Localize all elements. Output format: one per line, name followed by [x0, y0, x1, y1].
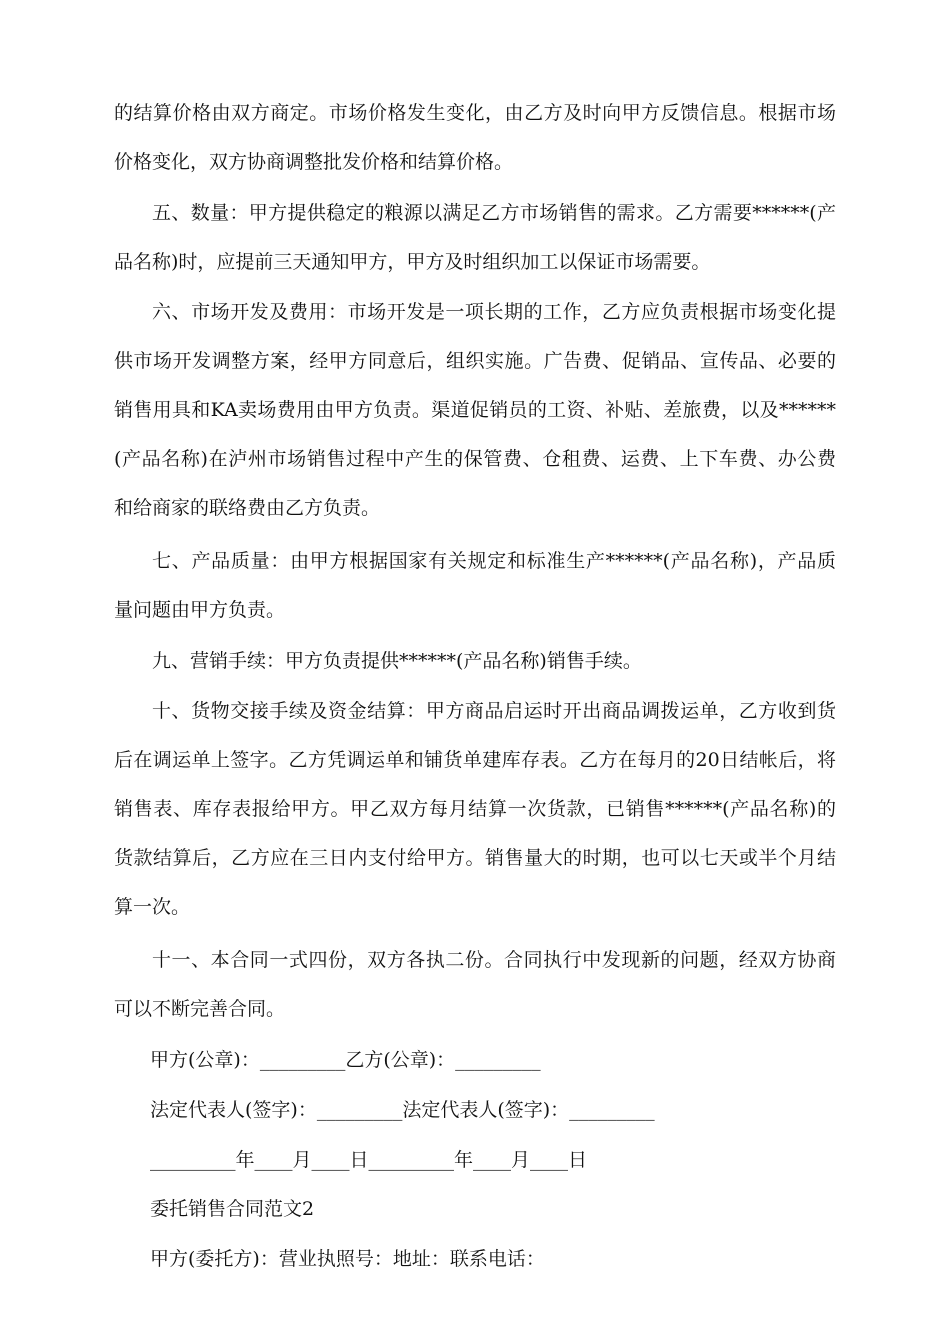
text-line: 算一次。 [114, 896, 191, 918]
text-line: 价格变化，双方协商调整批发价格和结算价格。 [114, 151, 514, 173]
next-contract-title: 委托销售合同范文2 [150, 1198, 315, 1220]
text-line: (产品名称)在泸州市场销售过程中产生的保管费、仓租费、运费、上下车费、办公费 [114, 448, 836, 470]
date-line: _________年____月____日_________年____月____日 [150, 1149, 588, 1171]
text-line: 品名称)时，应提前三天通知甲方，甲方及时组织加工以保证市场需要。 [114, 251, 711, 273]
text-line: 货款结算后，乙方应在三日内支付给甲方。销售量大的时期，也可以七天或半个月结 [114, 847, 836, 869]
seal-line: 甲方(公章)：_________乙方(公章)：_________ [150, 1049, 541, 1071]
representative-signature-line: 法定代表人(签字)：_________法定代表人(签字)：_________ [150, 1099, 655, 1121]
text-line: 的结算价格由双方商定。市场价格发生变化，由乙方及时向甲方反馈信息。根据市场 [114, 102, 836, 124]
paragraph-clause-5 [114, 189, 836, 287]
text-line: 后在调运单上签字。乙方凭调运单和铺货单建库存表。乙方在每月的20日结帐后，将 [114, 749, 836, 771]
text-line: 十一、本合同一式四份，双方各执二份。合同执行中发现新的问题，经双方协商 [152, 949, 836, 971]
paragraph-clause-9 [114, 637, 836, 686]
paragraph-clause-7 [114, 537, 836, 635]
paragraph-clause-10 [114, 687, 836, 932]
text-line: 销售表、库存表报给甲方。甲乙双方每月结算一次货款，已销售******(产品名称)的 [114, 798, 836, 820]
text-line: 十、货物交接手续及资金结算：甲方商品启运时开出商品调拨运单，乙方收到货 [152, 700, 836, 722]
text-line: 量问题由甲方负责。 [114, 599, 286, 621]
paragraph-continued [114, 89, 836, 187]
text-line: 销售用具和KA卖场费用由甲方负责。渠道促销员的工资、补贴、差旅费，以及****** [114, 399, 836, 421]
text-line: 九、营销手续：甲方负责提供******(产品名称)销售手续。 [152, 650, 642, 672]
paragraph-clause-6 [114, 288, 836, 533]
text-line: 六、市场开发及费用：市场开发是一项长期的工作，乙方应负责根据市场变化提 [152, 301, 836, 323]
text-line: 和给商家的联络费由乙方负责。 [114, 497, 381, 519]
text-line: 七、产品质量：由甲方根据国家有关规定和标准生产******(产品名称)，产品质 [152, 550, 836, 572]
paragraph-clause-11 [114, 936, 836, 1034]
next-contract-party-line: 甲方(委托方)：营业执照号：地址：联系电话： [150, 1248, 545, 1270]
text-line: 五、数量：甲方提供稳定的粮源以满足乙方市场销售的需求。乙方需要******(产 [152, 202, 836, 224]
text-line: 供市场开发调整方案，经甲方同意后，组织实施。广告费、促销品、宣传品、必要的 [114, 350, 836, 372]
text-line: 可以不断完善合同。 [114, 998, 286, 1020]
